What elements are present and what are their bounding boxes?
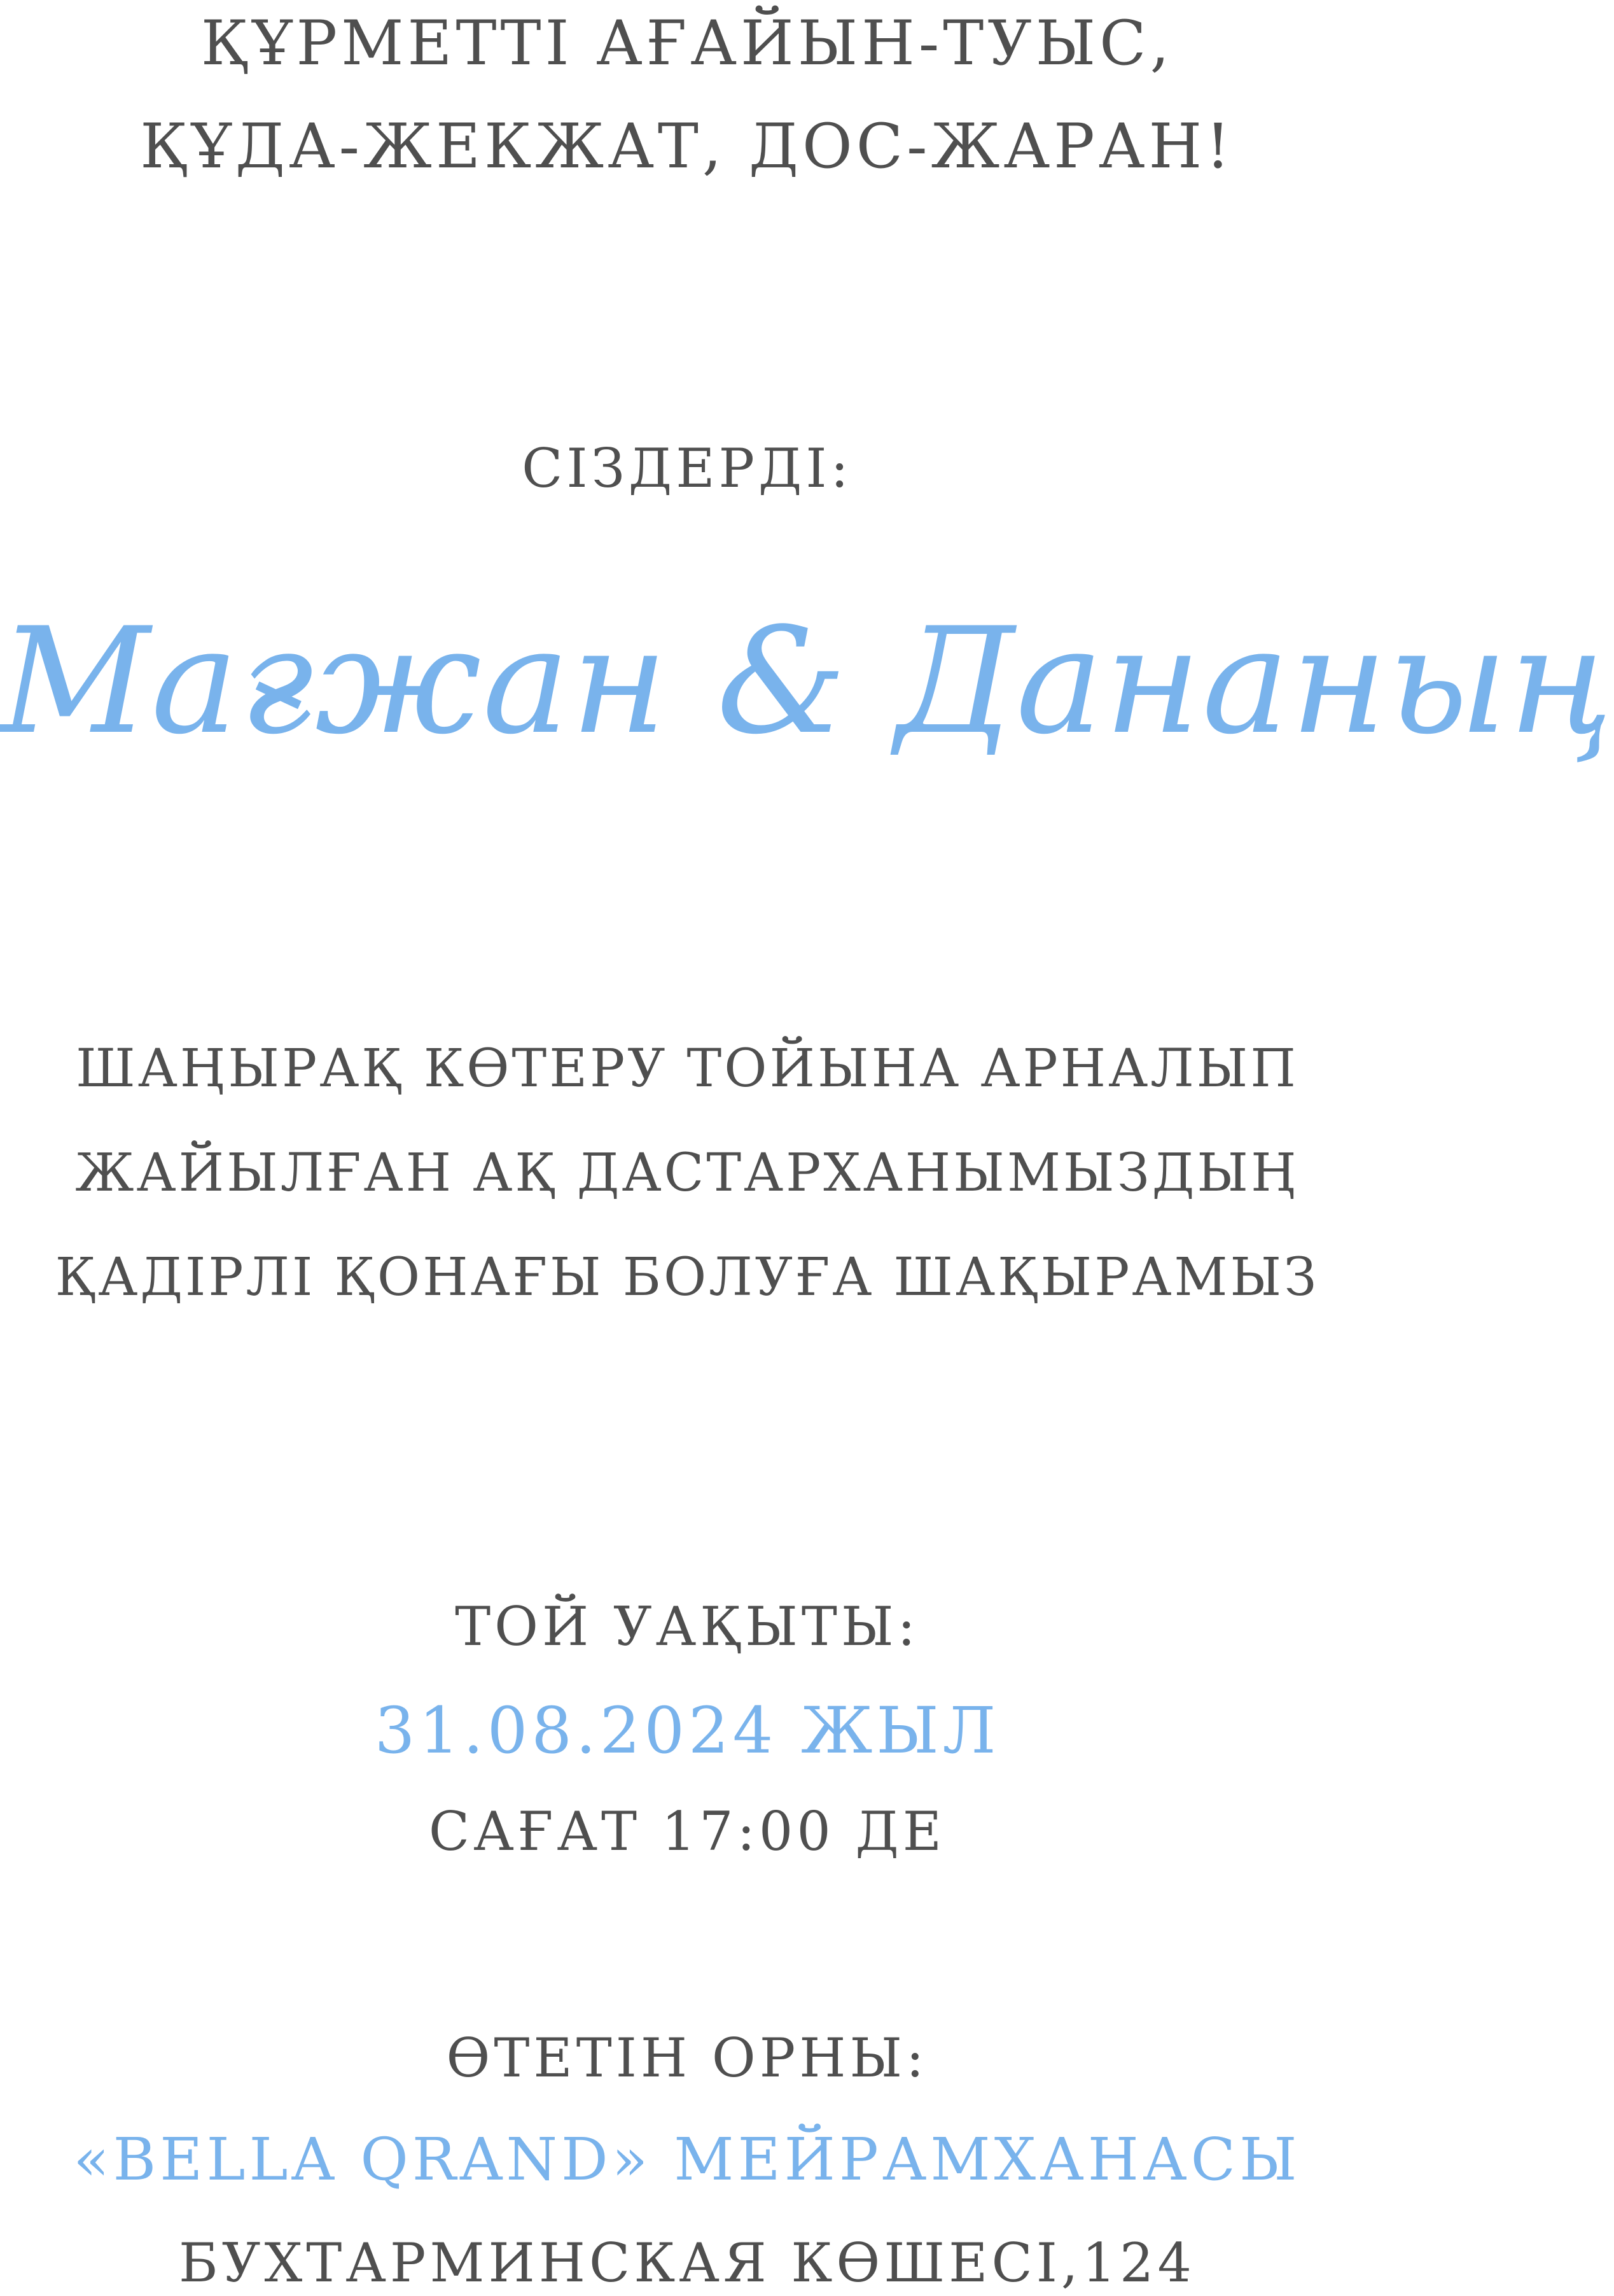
couple-names: Мағжан & Дананың: [0, 597, 1614, 767]
event-date: 31.08.2024 ЖЫЛ: [374, 1693, 1000, 1768]
invitation-body-line-1: ШАҢЫРАҚ КӨТЕРУ ТОЙЫНА АРНАЛЫП: [76, 1039, 1298, 1099]
greeting-line-2: ҚҰДА-ЖЕКЖАТ, ДОС-ЖАРАН!: [140, 111, 1234, 182]
greeting-line-1: ҚҰРМЕТТІ АҒАЙЫН-ТУЫС,: [200, 8, 1174, 79]
event-time: САҒАТ 17:00 ДЕ: [428, 1800, 946, 1863]
addressee-label: СІЗДЕРДІ:: [522, 437, 852, 500]
place-label: ӨТЕТІН ОРНЫ:: [446, 2027, 928, 2089]
venue-name: «BELLA QRAND» МЕЙРАМХАНАСЫ: [73, 2125, 1301, 2194]
venue-address: БУХТАРМИНСКАЯ КӨШЕСІ,124: [179, 2232, 1195, 2294]
time-label: ТОЙ УАҚЫТЫ:: [455, 1595, 919, 1658]
invitation-body-line-2: ЖАЙЫЛҒАН АҚ ДАСТАРХАНЫМЫЗДЫҢ: [75, 1143, 1299, 1203]
invitation-body-line-3: ҚАДІРЛІ ҚОНАҒЫ БОЛУҒА ШАҚЫРАМЫЗ: [55, 1247, 1319, 1308]
